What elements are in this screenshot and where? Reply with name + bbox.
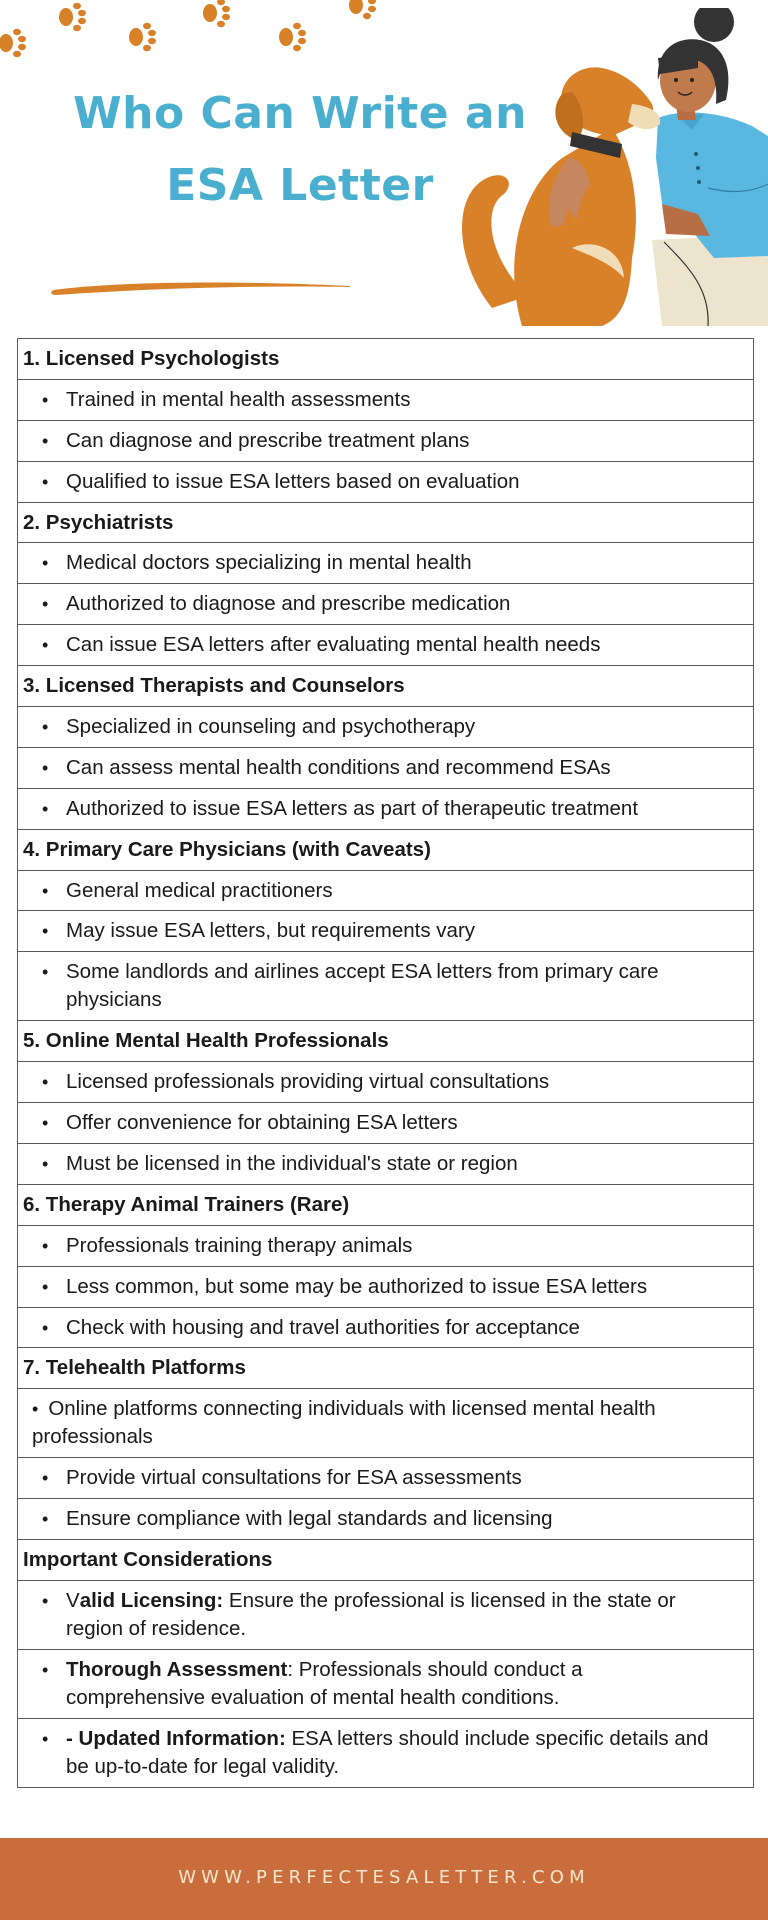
woman-hugging-dog-illustration [452, 8, 768, 326]
bullet-icon: • [42, 471, 49, 492]
website-link[interactable]: WWW.PERFECTESALETTER.COM [178, 1866, 590, 1888]
section-heading: 4. Primary Care Physicians (with Caveats) [18, 830, 753, 871]
list-item: • Authorized to diagnose and prescribe medication [18, 584, 753, 625]
bullet-icon: • [42, 1317, 49, 1338]
list-item: • Thorough Assessment: Professionals should conduct a comprehensive evaluation of mental health conditions. [18, 1650, 753, 1719]
list-item: • Offer convenience for obtaining ESA letters [18, 1103, 753, 1144]
paw-print-icon [200, 0, 234, 28]
bullet-icon: • [42, 962, 49, 983]
professionals-table [17, 338, 754, 1788]
paw-print-icon [126, 22, 160, 52]
bullet-icon: • [42, 1154, 49, 1175]
list-item: • Licensed professionals providing virtual consultations [18, 1062, 753, 1103]
bullet-icon: • [42, 1509, 49, 1530]
section-heading: 7. Telehealth Platforms [18, 1348, 753, 1389]
list-item: • Provide virtual consultations for ESA assessments [18, 1458, 753, 1499]
bullet-icon: • [42, 880, 49, 901]
list-item: • Ensure compliance with legal standards and licensing [18, 1499, 753, 1540]
bullet-icon: • [42, 1276, 49, 1297]
paw-print-icon [346, 0, 380, 20]
section-heading: Important Considerations [18, 1540, 753, 1581]
paw-print-icon [0, 28, 30, 58]
list-item: • Some landlords and airlines accept ESA letters from primary care physicians [18, 952, 753, 1021]
list-item: • Authorized to issue ESA letters as part of therapeutic treatment [18, 789, 753, 830]
footer-banner [0, 1838, 768, 1920]
section-heading: 1. Licensed Psychologists [18, 339, 753, 380]
list-item: • Can diagnose and prescribe treatment plans [18, 421, 753, 462]
list-item: • Can assess mental health conditions and recommend ESAs [18, 748, 753, 789]
list-item: • Specialized in counseling and psychotherapy [18, 707, 753, 748]
list-item: • May issue ESA letters, but requirements vary [18, 911, 753, 952]
bullet-icon: • [42, 1591, 49, 1612]
bullet-icon: • [42, 717, 49, 738]
list-item: • Valid Licensing: Ensure the professional is licensed in the state or region of residence. [18, 1581, 753, 1650]
bullet-icon: • [42, 1468, 49, 1489]
bullet-icon: • [42, 635, 49, 656]
list-item: • Professionals training therapy animals [18, 1226, 753, 1267]
list-item: • Online platforms connecting individuals with licensed mental health professionals [18, 1389, 753, 1458]
paw-print-icon [276, 22, 310, 52]
list-item: • Qualified to issue ESA letters based on evaluation [18, 462, 753, 503]
bullet-icon: • [42, 1235, 49, 1256]
bullet-icon: • [42, 1660, 49, 1681]
brush-underline-decoration [50, 276, 354, 298]
section-heading: 2. Psychiatrists [18, 503, 753, 544]
bullet-icon: • [42, 389, 49, 410]
list-item: • - Updated Information: ESA letters should include specific details and be up-to-date for legal validity. [18, 1719, 753, 1788]
list-item: • General medical practitioners [18, 871, 753, 912]
bullet-icon: • [42, 1072, 49, 1093]
list-item: • Trained in mental health assessments [18, 380, 753, 421]
bullet-icon: • [32, 1399, 49, 1420]
list-item: • Must be licensed in the individual's state or region [18, 1144, 753, 1185]
bullet-icon: • [42, 1113, 49, 1134]
list-item: • Check with housing and travel authorities for acceptance [18, 1308, 753, 1349]
list-item: • Less common, but some may be authorized to issue ESA letters [18, 1267, 753, 1308]
title-line-2: ESA Letter [166, 160, 434, 211]
list-item: • Can issue ESA letters after evaluating mental health needs [18, 625, 753, 666]
list-item: • Medical doctors specializing in mental health [18, 543, 753, 584]
bullet-icon: • [42, 798, 49, 819]
section-heading: 3. Licensed Therapists and Counselors [18, 666, 753, 707]
bullet-icon: • [42, 430, 49, 451]
bullet-icon: • [42, 757, 49, 778]
bullet-icon: • [42, 921, 49, 942]
section-heading: 6. Therapy Animal Trainers (Rare) [18, 1185, 753, 1226]
bullet-icon: • [42, 594, 49, 615]
title-line-1: Who Can Write an [73, 88, 527, 139]
paw-print-icon [56, 2, 90, 32]
bullet-icon: • [42, 1729, 49, 1750]
header-banner [0, 0, 768, 330]
bullet-icon: • [42, 553, 49, 574]
section-heading: 5. Online Mental Health Professionals [18, 1021, 753, 1062]
